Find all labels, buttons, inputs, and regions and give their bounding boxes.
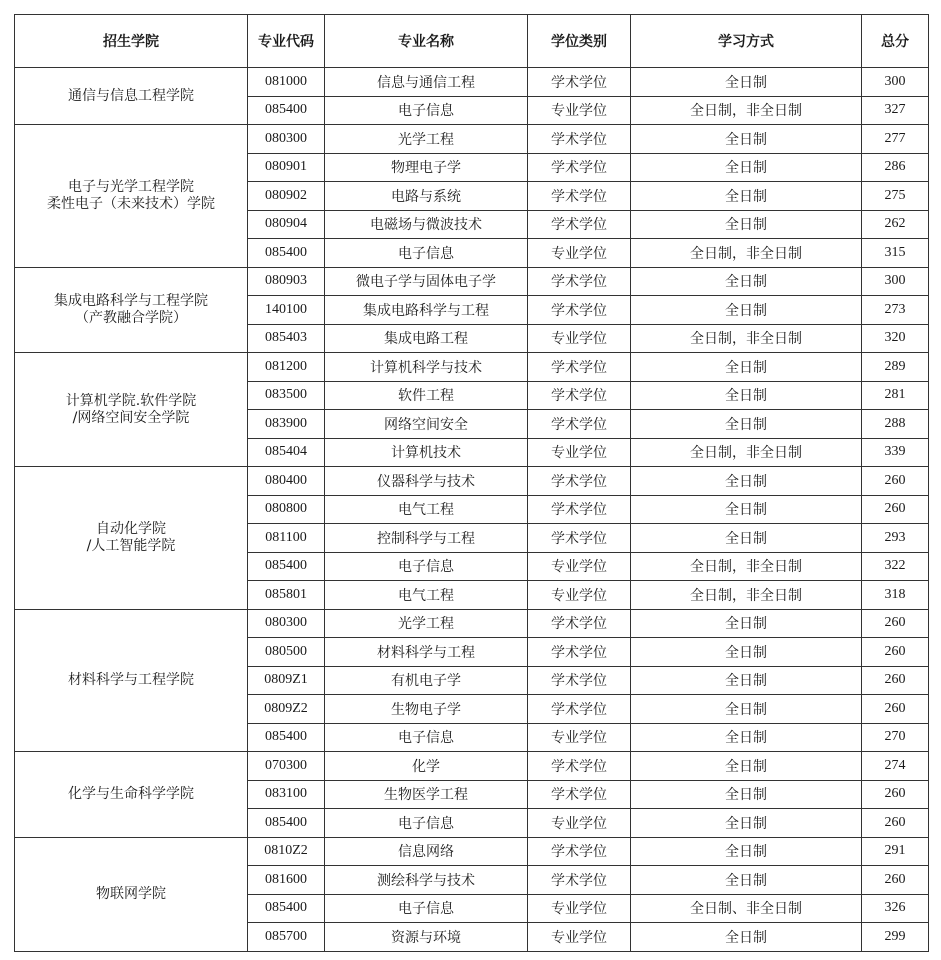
degree-type-cell: 学术学位 xyxy=(528,296,631,325)
college-name-line: 电子与光学工程学院 xyxy=(68,178,194,195)
college-name-line: 柔性电子（未来技术）学院 xyxy=(47,195,215,212)
major-code-cell: 083100 xyxy=(248,780,325,809)
study-mode-cell: 全日制 xyxy=(631,410,862,439)
major-code-cell: 081200 xyxy=(248,353,325,382)
college-cell xyxy=(15,609,248,752)
major-name-cell: 材料科学与工程 xyxy=(325,638,528,667)
major-code-cell: 0810Z2 xyxy=(248,837,325,866)
degree-type-cell: 学术学位 xyxy=(528,495,631,524)
major-name-cell: 信息与通信工程 xyxy=(325,68,528,97)
table-row xyxy=(15,752,929,781)
major-code-cell: 080300 xyxy=(248,125,325,154)
degree-type-cell: 学术学位 xyxy=(528,638,631,667)
table-row xyxy=(15,125,929,154)
study-mode-cell: 全日制 xyxy=(631,68,862,97)
college-name-line: （产教融合学院） xyxy=(75,309,187,326)
total-score-cell: 260 xyxy=(862,467,929,496)
total-score-cell: 293 xyxy=(862,524,929,553)
degree-type-cell: 专业学位 xyxy=(528,923,631,952)
header-college: 招生学院 xyxy=(15,15,248,68)
total-score-cell: 315 xyxy=(862,239,929,268)
total-score-cell: 260 xyxy=(862,638,929,667)
major-code-cell: 085400 xyxy=(248,552,325,581)
major-code-cell: 080300 xyxy=(248,609,325,638)
degree-type-cell: 学术学位 xyxy=(528,666,631,695)
college-name-line: 计算机学院.软件学院 xyxy=(65,392,197,409)
degree-type-cell: 专业学位 xyxy=(528,438,631,467)
major-code-cell: 085403 xyxy=(248,324,325,353)
major-name-cell: 电子信息 xyxy=(325,723,528,752)
major-code-cell: 085400 xyxy=(248,96,325,125)
college-name-line: 通信与信息工程学院 xyxy=(68,87,194,104)
study-mode-cell: 全日制 xyxy=(631,780,862,809)
study-mode-cell: 全日制，非全日制 xyxy=(631,438,862,467)
major-name-cell: 光学工程 xyxy=(325,609,528,638)
study-mode-cell: 全日制 xyxy=(631,752,862,781)
study-mode-cell: 全日制 xyxy=(631,381,862,410)
total-score-cell: 300 xyxy=(862,68,929,97)
major-name-cell: 电气工程 xyxy=(325,495,528,524)
major-name-cell: 信息网络 xyxy=(325,837,528,866)
total-score-cell: 270 xyxy=(862,723,929,752)
college-cell xyxy=(15,125,248,268)
degree-type-cell: 专业学位 xyxy=(528,239,631,268)
total-score-cell: 260 xyxy=(862,866,929,895)
study-mode-cell: 全日制，非全日制 xyxy=(631,324,862,353)
total-score-cell: 260 xyxy=(862,666,929,695)
major-name-cell: 电气工程 xyxy=(325,581,528,610)
total-score-cell: 260 xyxy=(862,495,929,524)
total-score-cell: 260 xyxy=(862,695,929,724)
study-mode-cell: 全日制 xyxy=(631,695,862,724)
college-cell xyxy=(15,68,248,125)
major-name-cell: 微电子学与固体电子学 xyxy=(325,267,528,296)
major-code-cell: 081000 xyxy=(248,68,325,97)
major-code-cell: 080904 xyxy=(248,210,325,239)
study-mode-cell: 全日制 xyxy=(631,809,862,838)
major-name-cell: 计算机技术 xyxy=(325,438,528,467)
study-mode-cell: 全日制、非全日制 xyxy=(631,894,862,923)
major-name-cell: 有机电子学 xyxy=(325,666,528,695)
degree-type-cell: 专业学位 xyxy=(528,324,631,353)
study-mode-cell: 全日制，非全日制 xyxy=(631,581,862,610)
header-major-code: 专业代码 xyxy=(248,15,325,68)
major-code-cell: 080400 xyxy=(248,467,325,496)
major-name-cell: 电子信息 xyxy=(325,239,528,268)
study-mode-cell: 全日制 xyxy=(631,153,862,182)
total-score-cell: 286 xyxy=(862,153,929,182)
college-cell xyxy=(15,837,248,951)
study-mode-cell: 全日制 xyxy=(631,638,862,667)
major-name-cell: 电子信息 xyxy=(325,809,528,838)
total-score-cell: 262 xyxy=(862,210,929,239)
major-name-cell: 仪器科学与技术 xyxy=(325,467,528,496)
major-code-cell: 080800 xyxy=(248,495,325,524)
table-row xyxy=(15,353,929,382)
table-row xyxy=(15,609,929,638)
major-code-cell: 085700 xyxy=(248,923,325,952)
major-name-cell: 电子信息 xyxy=(325,552,528,581)
degree-type-cell: 学术学位 xyxy=(528,210,631,239)
college-name-line: /人工智能学院 xyxy=(86,537,176,554)
study-mode-cell: 全日制 xyxy=(631,866,862,895)
table-row xyxy=(15,68,929,97)
major-code-cell: 0809Z1 xyxy=(248,666,325,695)
major-code-cell: 140100 xyxy=(248,296,325,325)
study-mode-cell: 全日制 xyxy=(631,467,862,496)
major-name-cell: 电子信息 xyxy=(325,894,528,923)
study-mode-cell: 全日制 xyxy=(631,296,862,325)
total-score-cell: 322 xyxy=(862,552,929,581)
college-cell xyxy=(15,267,248,353)
major-name-cell: 生物电子学 xyxy=(325,695,528,724)
header-study-mode: 学习方式 xyxy=(631,15,862,68)
degree-type-cell: 学术学位 xyxy=(528,267,631,296)
major-name-cell: 化学 xyxy=(325,752,528,781)
major-code-cell: 080500 xyxy=(248,638,325,667)
major-name-cell: 物理电子学 xyxy=(325,153,528,182)
study-mode-cell: 全日制 xyxy=(631,267,862,296)
major-code-cell: 085404 xyxy=(248,438,325,467)
study-mode-cell: 全日制 xyxy=(631,609,862,638)
degree-type-cell: 专业学位 xyxy=(528,581,631,610)
study-mode-cell: 全日制 xyxy=(631,666,862,695)
degree-type-cell: 专业学位 xyxy=(528,552,631,581)
college-cell xyxy=(15,752,248,838)
total-score-cell: 339 xyxy=(862,438,929,467)
study-mode-cell: 全日制 xyxy=(631,524,862,553)
header-major-name: 专业名称 xyxy=(325,15,528,68)
degree-type-cell: 专业学位 xyxy=(528,894,631,923)
major-name-cell: 资源与环境 xyxy=(325,923,528,952)
major-code-cell: 070300 xyxy=(248,752,325,781)
major-code-cell: 083500 xyxy=(248,381,325,410)
total-score-cell: 318 xyxy=(862,581,929,610)
college-name-line: 化学与生命科学学院 xyxy=(68,785,194,802)
degree-type-cell: 学术学位 xyxy=(528,752,631,781)
total-score-cell: 260 xyxy=(862,809,929,838)
degree-type-cell: 专业学位 xyxy=(528,723,631,752)
degree-type-cell: 学术学位 xyxy=(528,695,631,724)
college-name-line: 物联网学院 xyxy=(96,885,166,902)
major-name-cell: 集成电路工程 xyxy=(325,324,528,353)
total-score-cell: 291 xyxy=(862,837,929,866)
major-name-cell: 生物医学工程 xyxy=(325,780,528,809)
admission-score-table xyxy=(14,14,929,952)
degree-type-cell: 学术学位 xyxy=(528,153,631,182)
college-name-line: 集成电路科学与工程学院 xyxy=(54,292,208,309)
header-total-score: 总分 xyxy=(862,15,929,68)
major-name-cell: 集成电路科学与工程 xyxy=(325,296,528,325)
degree-type-cell: 学术学位 xyxy=(528,866,631,895)
table-header-row xyxy=(15,15,929,68)
study-mode-cell: 全日制 xyxy=(631,723,862,752)
total-score-cell: 273 xyxy=(862,296,929,325)
total-score-cell: 277 xyxy=(862,125,929,154)
total-score-cell: 281 xyxy=(862,381,929,410)
admission-table-container xyxy=(14,14,929,952)
total-score-cell: 260 xyxy=(862,609,929,638)
major-name-cell: 测绘科学与技术 xyxy=(325,866,528,895)
table-row xyxy=(15,267,929,296)
major-code-cell: 080903 xyxy=(248,267,325,296)
study-mode-cell: 全日制，非全日制 xyxy=(631,552,862,581)
table-row xyxy=(15,467,929,496)
major-code-cell: 085400 xyxy=(248,239,325,268)
total-score-cell: 288 xyxy=(862,410,929,439)
college-cell xyxy=(15,467,248,610)
major-code-cell: 080902 xyxy=(248,182,325,211)
degree-type-cell: 学术学位 xyxy=(528,182,631,211)
major-code-cell: 081100 xyxy=(248,524,325,553)
major-code-cell: 080901 xyxy=(248,153,325,182)
study-mode-cell: 全日制，非全日制 xyxy=(631,239,862,268)
degree-type-cell: 学术学位 xyxy=(528,837,631,866)
degree-type-cell: 学术学位 xyxy=(528,381,631,410)
table-row xyxy=(15,837,929,866)
degree-type-cell: 学术学位 xyxy=(528,467,631,496)
major-name-cell: 网络空间安全 xyxy=(325,410,528,439)
degree-type-cell: 学术学位 xyxy=(528,524,631,553)
major-code-cell: 0809Z2 xyxy=(248,695,325,724)
total-score-cell: 327 xyxy=(862,96,929,125)
study-mode-cell: 全日制 xyxy=(631,495,862,524)
total-score-cell: 299 xyxy=(862,923,929,952)
major-name-cell: 电路与系统 xyxy=(325,182,528,211)
total-score-cell: 274 xyxy=(862,752,929,781)
major-name-cell: 电磁场与微波技术 xyxy=(325,210,528,239)
degree-type-cell: 学术学位 xyxy=(528,609,631,638)
major-name-cell: 计算机科学与技术 xyxy=(325,353,528,382)
total-score-cell: 260 xyxy=(862,780,929,809)
study-mode-cell: 全日制 xyxy=(631,210,862,239)
major-name-cell: 光学工程 xyxy=(325,125,528,154)
degree-type-cell: 学术学位 xyxy=(528,780,631,809)
college-cell xyxy=(15,353,248,467)
table-body xyxy=(15,68,929,952)
degree-type-cell: 学术学位 xyxy=(528,68,631,97)
major-code-cell: 085400 xyxy=(248,894,325,923)
major-code-cell: 085400 xyxy=(248,809,325,838)
degree-type-cell: 学术学位 xyxy=(528,125,631,154)
major-code-cell: 085400 xyxy=(248,723,325,752)
study-mode-cell: 全日制 xyxy=(631,923,862,952)
total-score-cell: 300 xyxy=(862,267,929,296)
total-score-cell: 289 xyxy=(862,353,929,382)
major-code-cell: 083900 xyxy=(248,410,325,439)
degree-type-cell: 专业学位 xyxy=(528,96,631,125)
total-score-cell: 275 xyxy=(862,182,929,211)
degree-type-cell: 学术学位 xyxy=(528,353,631,382)
major-name-cell: 软件工程 xyxy=(325,381,528,410)
major-code-cell: 081600 xyxy=(248,866,325,895)
major-name-cell: 电子信息 xyxy=(325,96,528,125)
header-degree-type: 学位类别 xyxy=(528,15,631,68)
college-name-line: 材料科学与工程学院 xyxy=(68,671,194,688)
study-mode-cell: 全日制 xyxy=(631,837,862,866)
study-mode-cell: 全日制 xyxy=(631,353,862,382)
study-mode-cell: 全日制 xyxy=(631,125,862,154)
degree-type-cell: 专业学位 xyxy=(528,809,631,838)
major-code-cell: 085801 xyxy=(248,581,325,610)
study-mode-cell: 全日制 xyxy=(631,182,862,211)
study-mode-cell: 全日制，非全日制 xyxy=(631,96,862,125)
total-score-cell: 326 xyxy=(862,894,929,923)
college-name-line: 自动化学院 xyxy=(96,520,166,537)
major-name-cell: 控制科学与工程 xyxy=(325,524,528,553)
college-name-line: /网络空间安全学院 xyxy=(72,409,190,426)
total-score-cell: 320 xyxy=(862,324,929,353)
degree-type-cell: 学术学位 xyxy=(528,410,631,439)
